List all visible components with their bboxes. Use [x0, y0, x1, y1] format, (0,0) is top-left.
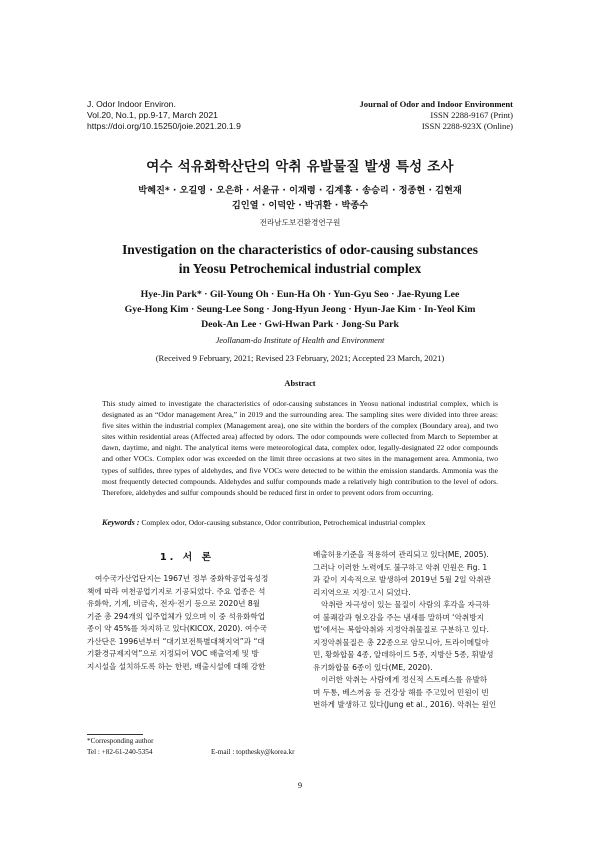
authors-english-line: Hye-Jin Park* · Gil-Young Oh · Eun-Ha Oh · Yun-Gyu Seo · Jae-Ryung Lee: [140, 289, 460, 300]
journal-issn-block: [359, 99, 513, 133]
keywords-label: Keywords :: [102, 518, 140, 527]
corresponding-author-label: *Corresponding author: [87, 737, 154, 745]
body-line: 리지역으로 지정·고시 되었다.: [313, 587, 411, 597]
body-line: 그러나 이러한 노력에도 불구하고 악취 민원은 Fig. 1: [313, 562, 488, 572]
authors-english: [0, 287, 600, 333]
body-line: 종이 약 45%를 차지하고 있다(KICOX, 2020). 여수국: [87, 624, 268, 633]
body-line: 과 같이 지속적으로 발생하여 2019년 5월 2일 악취관: [313, 575, 491, 584]
section-heading-introduction: 1. 서 론: [159, 552, 215, 563]
body-line: 기환경규제지역”으로 지정되어 VOC 배출억제 및 방: [87, 649, 259, 658]
body-line: 악취란 자극성이 있는 물질이 사람의 후각을 자극하: [321, 600, 490, 609]
body-line: 지정악취물질은 총 22종으로 암모니아, 트라이메틸아: [313, 637, 489, 647]
contact-email[interactable]: E-mail : topthesky@korea.kr: [211, 747, 295, 756]
journal-title: Journal of Odor and Indoor Environment: [359, 99, 513, 109]
body-line: 배출허용기준을 적용하여 관리되고 있다(ME, 2005).: [313, 550, 489, 559]
authors-english-line: Gye-Hong Kim · Seung-Lee Song · Jong-Hyun Jeong · Hyun-Jae Kim · In-Yeol Kim: [124, 304, 476, 316]
footnote-divider: [87, 734, 143, 735]
issn-print: ISSN 2288-9167 (Print): [430, 110, 513, 121]
body-line: 여 불쾌감과 혐오감을 주는 냄새를 말하며 ‘악취방지: [313, 612, 484, 622]
body-column-right: [313, 549, 514, 712]
footnote: [87, 736, 295, 757]
body-line: 유기화합물 6종이 있다(ME, 2020).: [313, 662, 433, 672]
issn-online: ISSN 2288-923X (Online): [421, 121, 513, 132]
keywords: [102, 517, 498, 528]
body-line: 번하게 발생하고 있다(Jung et al., 2016). 악취는 원인: [313, 700, 497, 709]
body-line: 법’에서는 복합악취와 지정악취물질로 구분하고 있다.: [313, 625, 489, 634]
affiliation-korean: 전라남도보건환경연구원: [259, 218, 341, 227]
page-number: 9: [297, 781, 303, 790]
body-line: 가산단은 1996년부터 “대기보전특별대책지역”과 “대: [87, 636, 265, 646]
body-column-left: [87, 573, 287, 673]
received-dates: (Received 9 February, 2021; Revised 23 February, 2021; Accepted 23 March, 2021): [155, 353, 445, 363]
body-line: 민, 황화합물 4종, 알데하이드 5종, 지방산 5종, 휘발성: [313, 650, 494, 659]
title-english: [0, 240, 600, 278]
title-korean: 여수 석유화학산단의 악취 유발물질 발생 특성 조사: [146, 159, 454, 175]
authors-korean-line: 김인열 · 이덕안 · 박귀환 · 박종수: [231, 199, 369, 211]
body-line: 책에 따라 여천공업기지로 기공되었다. 주요 업종은 석: [87, 586, 266, 596]
body-line: 기준 총 294개의 입주업체가 있으며 이 중 석유화학업: [87, 611, 266, 621]
abstract-heading: Abstract: [284, 379, 316, 388]
authors-korean-line: 박혜진* · 오길영 · 오은하 · 서윤규 · 이재령 · 김계홍 · 송승리 · 정종현 · 김현재: [138, 185, 462, 196]
journal-abbrev: J. Odor Indoor Environ.: [87, 99, 176, 109]
authors-korean: [0, 184, 600, 213]
body-line: 이러한 악취는 사람에게 정신적 스트레스를 유발하: [321, 675, 488, 684]
volume-info: Vol.20, No.1, pp.9-17, March 2021: [87, 110, 218, 121]
title-english-line: Investigation on the characteristics of odor-causing substances: [122, 242, 478, 257]
body-line: 지시설을 설치하도록 하는 한편, 배출시설에 대해 강한: [87, 661, 266, 671]
keywords-text: Complex odor, Odor-causing substance, Odor contribution, Petrochemical industrial complex: [141, 518, 426, 527]
body-line: 며 두통, 베스꺼움 등 건강상 해를 주고있어 민원이 빈: [313, 687, 489, 697]
abstract-text: This study aimed to investigate the characteristics of odor-causing substances in Yeosu national industrial complex, which is designated as an “Odor management Area,” in 2019 and the surrounding area. The sampling sites were divided into three areas: five sites within the industrial complex (Management area), one site within the borders of the complex (Boundary area), and two sites within residential areas (Affected area) affected by odors. The odor compounds were collected from March to September at dawn, daytime, and night. The analytical items were meteorological data, complex odor, legally-designated 22 odor compounds and other VOCs. Complex odor was exceeded on the limit three occasions at two sites in the management area. Ammonia, two types of sulfides, three types of aldehydes, and five VOCs were detected to be within the emission standards. Ammonia was the most frequently detected compounds. Aldehydes and sulfur compounds made a relatively high contribution to the level of odors. Therefore, aldehydes and sulfur compounds should be reduced first in order to prevent odors from occurring.: [102, 399, 498, 497]
doi-link[interactable]: https://doi.org/10.15250/joie.2021.20.1.9: [87, 121, 241, 132]
body-line: 여수국가산업단지는 1967년 정부 중화학공업육성정: [95, 574, 269, 583]
body-line: 유화학, 기계, 비금속, 전자·전기 등으로 2020년 8월: [87, 599, 260, 608]
affiliation-english: Jeollanam-do Institute of Health and Environment: [215, 336, 385, 345]
journal-citation: [87, 99, 241, 133]
title-english-line: in Yeosu Petrochemical industrial complex: [178, 261, 422, 276]
authors-english-line: Deok-An Lee · Gwi-Hwan Park · Jong-Su Park: [201, 319, 399, 331]
contact-telephone: Tel : +82-61-240-5354: [87, 747, 153, 756]
